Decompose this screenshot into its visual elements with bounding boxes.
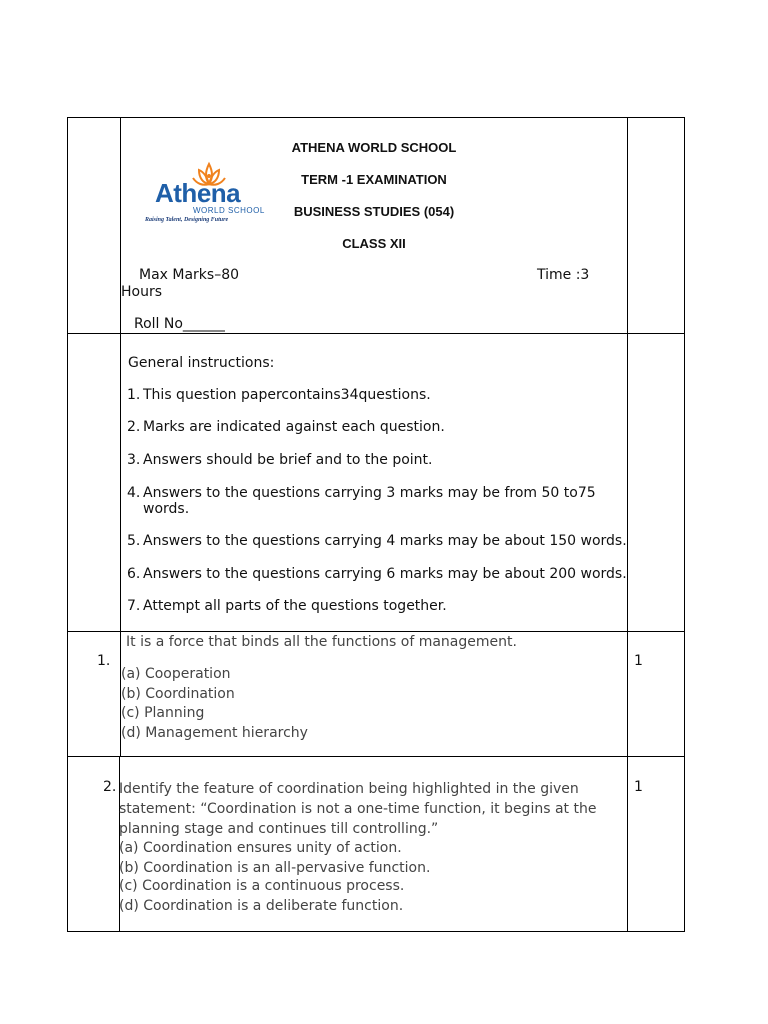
instructions-title: General instructions: (128, 355, 275, 371)
instruction-text: Attempt all parts of the questions together. (143, 598, 447, 614)
exam-title: TERM -1 EXAMINATION (301, 172, 447, 187)
question-number: 2. (103, 779, 117, 795)
question-marks: 1 (634, 653, 643, 669)
instruction-text: Answers to the questions carrying 4 marks may be about 150 words. (143, 533, 627, 549)
question-option: (a) Cooperation (121, 666, 231, 682)
row-divider (67, 756, 685, 757)
question-option: (c) Coordination is a continuous process. (119, 878, 405, 894)
row-divider (67, 631, 685, 632)
class-title: CLASS XII (342, 236, 406, 251)
max-marks: Max Marks–80 (139, 267, 240, 283)
instruction-text: Answers to the questions carrying 6 marks may be about 200 words. (143, 566, 627, 582)
instruction-text: Marks are indicated against each question. (143, 419, 445, 435)
roll-number: Roll No______ (134, 316, 225, 332)
question-number: 1. (97, 653, 111, 669)
question-stem: It is a force that binds all the functions of management. (126, 634, 517, 650)
question-marks: 1 (634, 779, 643, 795)
question-option: (d) Management hierarchy (121, 725, 308, 741)
instruction-number: 7. (127, 598, 141, 614)
school-name: ATHENA WORLD SCHOOL (291, 140, 457, 155)
question-option: (c) Planning (121, 705, 205, 721)
instruction-number: 5. (127, 533, 141, 549)
subject-title: BUSINESS STUDIES (054) (293, 204, 455, 219)
question-option: (b) Coordination (121, 686, 235, 702)
instruction-number: 6. (127, 566, 141, 582)
logo-tagline: Raising Talent, Designing Future (145, 217, 229, 223)
instruction-number: 3. (127, 452, 141, 468)
question-option: (a) Coordination ensures unity of action. (119, 840, 402, 856)
instruction-number: 4. (127, 485, 141, 501)
instruction-text: Answers to the questions carrying 3 marks may be from 50 to75 words. (143, 485, 596, 517)
instruction-text: This question papercontains34questions. (143, 387, 431, 403)
row-divider (67, 333, 685, 334)
question-stem: planning stage and continues till controlling.” (119, 821, 439, 837)
logo-wordmark: Athena (155, 178, 241, 208)
question-option: (d) Coordination is a deliberate function. (119, 898, 404, 914)
instruction-number: 2. (127, 419, 141, 435)
question-stem: Identify the feature of coordination being highlighted in the given (119, 781, 579, 797)
question-option: (b) Coordination is an all-pervasive function. (119, 860, 431, 876)
instruction-text: Answers should be brief and to the point. (143, 452, 433, 468)
question-stem: statement: “Coordination is not a one-time function, it begins at the (119, 801, 597, 817)
instruction-number: 1. (127, 387, 141, 403)
school-logo (143, 152, 265, 230)
time-label: Time :3 (537, 267, 590, 283)
time-hours: Hours (121, 284, 163, 300)
logo-subtitle: WORLD SCHOOL (193, 206, 265, 215)
